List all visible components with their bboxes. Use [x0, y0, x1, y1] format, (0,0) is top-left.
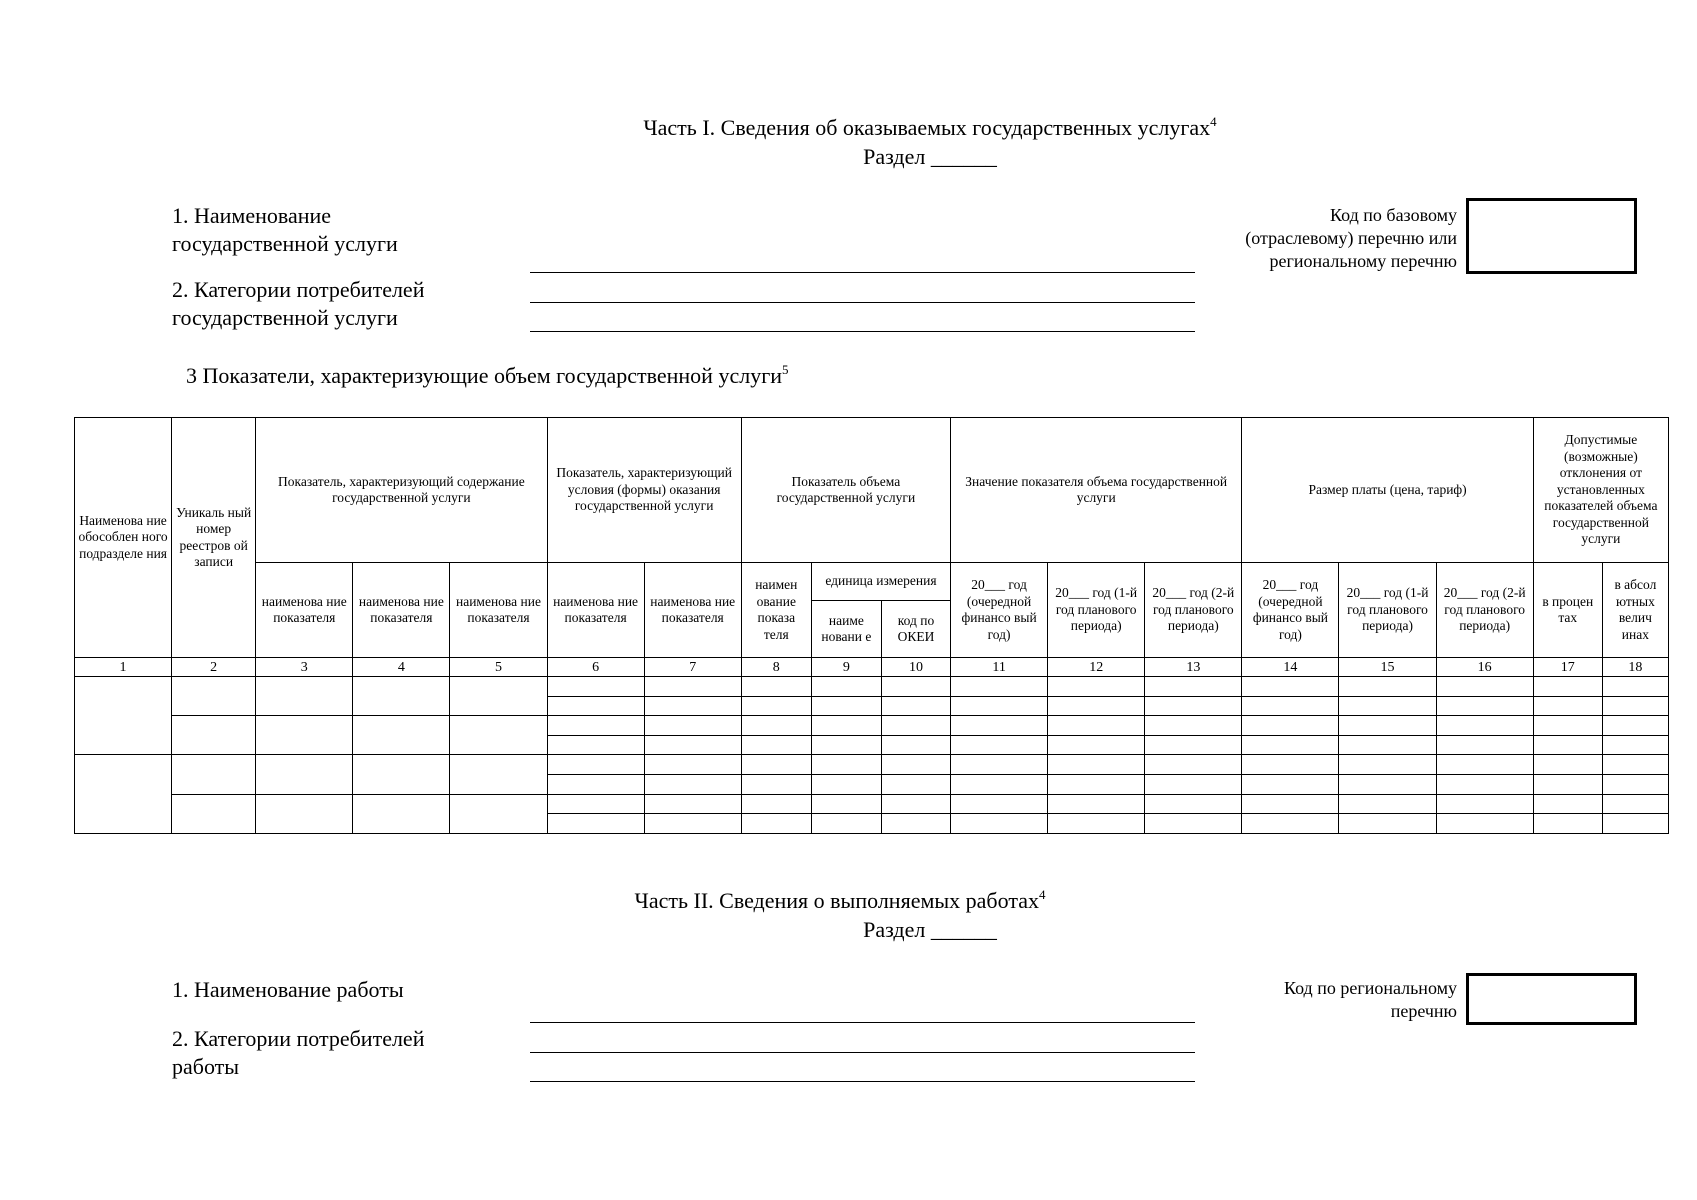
table-cell[interactable]: [353, 755, 450, 794]
header-fee-year-plan-2: 20___ год (2-й год планового периода): [1436, 563, 1533, 658]
table-cell[interactable]: [1436, 814, 1533, 834]
header-deviation-absolute: в абсол ютных велич инах: [1602, 563, 1668, 658]
table-cell[interactable]: [1242, 794, 1339, 814]
part2-code-label: [1170, 977, 1457, 1023]
part1-field2-line-1[interactable]: [530, 302, 1195, 303]
header-indicator-name: наименова ние показателя: [547, 563, 644, 658]
table-cell[interactable]: [1533, 755, 1602, 775]
header-deviation-percent: в процен тах: [1533, 563, 1602, 658]
header-volume-indicator-name: наимен ование показа теля: [741, 563, 811, 658]
table-cell[interactable]: [1602, 735, 1668, 755]
table-cell[interactable]: [1145, 696, 1242, 716]
part1-title: [430, 114, 1430, 141]
column-number: 12: [1048, 658, 1145, 677]
header-indicator-name: наименова ние показателя: [353, 563, 450, 658]
table-cell[interactable]: [547, 677, 644, 697]
table-cell[interactable]: [1242, 677, 1339, 697]
table-cell[interactable]: [881, 677, 950, 697]
part2-title-footnote: 4: [1038, 887, 1046, 902]
part2-field2-label-line1: 2. Категории потребителей: [172, 1026, 425, 1051]
header-okei-code: код по ОКЕИ: [881, 601, 950, 658]
table-cell[interactable]: [951, 696, 1048, 716]
table-cell[interactable]: [547, 755, 644, 775]
volume-indicators-table: [74, 417, 1669, 834]
table-row: [75, 755, 1669, 775]
table-cell[interactable]: [1436, 696, 1533, 716]
table-cell[interactable]: [547, 814, 644, 834]
table-cell[interactable]: [881, 735, 950, 755]
table-cell[interactable]: [811, 677, 881, 697]
table-row: [75, 677, 1669, 697]
part2-field2-label-line2: работы: [172, 1054, 240, 1079]
table-cell[interactable]: [1048, 677, 1145, 697]
table-cell[interactable]: [1436, 794, 1533, 814]
table-cell[interactable]: [644, 696, 741, 716]
table-cell[interactable]: [1533, 794, 1602, 814]
table-cell[interactable]: [811, 814, 881, 834]
header-year-next: 20___ год (очередной финансо вый год): [951, 563, 1048, 658]
part1-subtitle-footnote: 5: [782, 362, 789, 377]
table-cell[interactable]: [881, 755, 950, 775]
table-cell[interactable]: [1436, 735, 1533, 755]
table-cell[interactable]: [1533, 677, 1602, 697]
table-cell[interactable]: [951, 735, 1048, 755]
table-cell[interactable]: [1339, 716, 1436, 736]
table-cell[interactable]: [811, 696, 881, 716]
table-cell[interactable]: [1242, 814, 1339, 834]
table-cell[interactable]: [1436, 774, 1533, 794]
part2-code-label-line1: Код по региональному: [1283, 978, 1457, 998]
header-deviation-group: Допустимые (возможные) отклонения от установленных показателей объема государственной услуги: [1533, 418, 1668, 563]
table-cell[interactable]: [741, 716, 811, 736]
table-cell[interactable]: [450, 716, 547, 755]
header-indicator-name: наименова ние показателя: [450, 563, 547, 658]
table-cell[interactable]: [256, 794, 353, 833]
table-cell[interactable]: [450, 794, 547, 833]
header-fee-group: Размер платы (цена, тариф): [1242, 418, 1533, 563]
table-cell[interactable]: [1602, 677, 1668, 697]
table-cell[interactable]: [951, 716, 1048, 736]
table-cell[interactable]: [1145, 735, 1242, 755]
table-cell[interactable]: [1048, 696, 1145, 716]
column-number: 15: [1339, 658, 1436, 677]
table-cell[interactable]: [353, 677, 450, 716]
table-cell[interactable]: [644, 677, 741, 697]
part1-code-box[interactable]: [1466, 198, 1637, 274]
table-cell[interactable]: [1048, 814, 1145, 834]
table-cell[interactable]: [811, 774, 881, 794]
table-cell[interactable]: [1048, 735, 1145, 755]
part1-code-label-line2: (отраслевому) перечню или: [1245, 228, 1457, 248]
header-value-group: Значение показателя объема государственной услуги: [951, 418, 1242, 563]
column-number: 3: [256, 658, 353, 677]
header-fee-year-next: 20___ год (очередной финансо вый год): [1242, 563, 1339, 658]
part1-field2-label-line2: государственной услуги: [172, 305, 398, 330]
header-conditions-group: Показатель, характеризующий условия (формы) оказания государственной услуги: [547, 418, 741, 563]
part1-subtitle: [186, 362, 789, 390]
table-cell[interactable]: [353, 794, 450, 833]
table-cell[interactable]: [547, 794, 644, 814]
table-cell[interactable]: [256, 716, 353, 755]
part2-field1-label: 1. Наименование работы: [172, 977, 404, 1002]
table-cell[interactable]: [1242, 696, 1339, 716]
table-cell[interactable]: [1145, 755, 1242, 775]
table-cell[interactable]: [1048, 774, 1145, 794]
table-cell[interactable]: [811, 716, 881, 736]
header-indicator-name: наименова ние показателя: [644, 563, 741, 658]
column-number: 5: [450, 658, 547, 677]
part2-title: [340, 887, 1340, 914]
table-cell[interactable]: [172, 677, 256, 716]
table-cell[interactable]: [1339, 814, 1436, 834]
part2-title-text: Часть II. Сведения о выполняемых работах: [634, 888, 1039, 913]
table-cell[interactable]: [741, 774, 811, 794]
table-cell[interactable]: [1242, 755, 1339, 775]
header-year-plan-1: 20___ год (1-й год планового периода): [1048, 563, 1145, 658]
table-cell[interactable]: [1145, 814, 1242, 834]
table-cell[interactable]: [450, 755, 547, 794]
table-cell[interactable]: [1145, 794, 1242, 814]
table-cell[interactable]: [1602, 716, 1668, 736]
table-cell[interactable]: [1242, 735, 1339, 755]
table-cell[interactable]: [741, 814, 811, 834]
header-unit-name: наиме новани е: [811, 601, 881, 658]
column-number: 13: [1145, 658, 1242, 677]
part1-title-footnote: 4: [1210, 114, 1217, 129]
table-cell[interactable]: [1436, 716, 1533, 736]
part1-field1-line[interactable]: [530, 272, 1195, 273]
table-body: [75, 677, 1669, 834]
table-cell[interactable]: [1048, 716, 1145, 736]
table-cell[interactable]: [1339, 774, 1436, 794]
column-number: 2: [172, 658, 256, 677]
column-number: 11: [951, 658, 1048, 677]
header-indicator-name: наименова ние показателя: [256, 563, 353, 658]
part1-subtitle-text: 3 Показатели, характеризующие объем государственной услуги: [186, 363, 782, 388]
table-cell[interactable]: [881, 716, 950, 736]
table-cell[interactable]: [951, 814, 1048, 834]
part1-field2-line-2[interactable]: [530, 331, 1195, 332]
table-row: [75, 794, 1669, 814]
table-cell[interactable]: [1339, 755, 1436, 775]
header-subdivision-name: Наименова ние обособлен ного подразделе ния: [75, 418, 172, 658]
column-number: 14: [1242, 658, 1339, 677]
column-number: 17: [1533, 658, 1602, 677]
table-cell[interactable]: [547, 735, 644, 755]
header-registry-number: Уникаль ный номер реестров ой записи: [172, 418, 256, 658]
table-cell[interactable]: [256, 755, 353, 794]
table-cell[interactable]: [881, 814, 950, 834]
table-cell[interactable]: [951, 755, 1048, 775]
table-cell[interactable]: [1145, 774, 1242, 794]
table-cell[interactable]: [1533, 735, 1602, 755]
table-cell[interactable]: [172, 755, 256, 794]
column-number: 4: [353, 658, 450, 677]
table-cell[interactable]: [1602, 774, 1668, 794]
column-numbers-row: [75, 658, 1669, 677]
table-cell[interactable]: [1145, 677, 1242, 697]
table-cell[interactable]: [644, 735, 741, 755]
part2-section: Раздел ______: [863, 917, 997, 942]
table-cell[interactable]: [172, 716, 256, 755]
part2-code-box[interactable]: [1466, 973, 1637, 1025]
table-cell[interactable]: [1145, 716, 1242, 736]
table-cell[interactable]: [1339, 677, 1436, 697]
table-cell[interactable]: [811, 794, 881, 814]
table-cell[interactable]: [1602, 696, 1668, 716]
table-cell[interactable]: [547, 696, 644, 716]
table-cell[interactable]: [644, 814, 741, 834]
table-cell[interactable]: [951, 794, 1048, 814]
header-year-plan-2: 20___ год (2-й год планового периода): [1145, 563, 1242, 658]
table-cell[interactable]: [741, 735, 811, 755]
table-cell[interactable]: [644, 774, 741, 794]
part1-field2-label: [172, 276, 424, 332]
column-number: 1: [75, 658, 172, 677]
header-fee-year-plan-1: 20___ год (1-й год планового периода): [1339, 563, 1436, 658]
table-cell[interactable]: [75, 677, 172, 755]
table-cell[interactable]: [1602, 794, 1668, 814]
table-cell[interactable]: [1339, 794, 1436, 814]
table-cell[interactable]: [172, 794, 256, 833]
part1-field1-label: [172, 202, 398, 258]
part2-field2-line-1[interactable]: [530, 1052, 1195, 1053]
table-cell[interactable]: [1602, 755, 1668, 775]
table-cell[interactable]: [547, 774, 644, 794]
column-number: 16: [1436, 658, 1533, 677]
table-cell[interactable]: [951, 677, 1048, 697]
table-cell[interactable]: [741, 677, 811, 697]
column-number: 10: [881, 658, 950, 677]
column-number: 8: [741, 658, 811, 677]
table-cell[interactable]: [1242, 774, 1339, 794]
part1-code-label-line3: региональному перечню: [1269, 251, 1457, 271]
table-cell[interactable]: [256, 677, 353, 716]
table-row: [75, 716, 1669, 736]
part1-field1-label-line2: государственной услуги: [172, 231, 398, 256]
column-number: 6: [547, 658, 644, 677]
table-cell[interactable]: [811, 735, 881, 755]
part1-field2-label-line1: 2. Категории потребителей: [172, 277, 425, 302]
table-cell[interactable]: [1339, 735, 1436, 755]
table-cell[interactable]: [1436, 677, 1533, 697]
part1-field1-label-line1: 1. Наименование: [172, 203, 332, 228]
table-cell[interactable]: [1242, 716, 1339, 736]
table-cell[interactable]: [881, 774, 950, 794]
table-cell[interactable]: [1533, 716, 1602, 736]
header-unit: единица измерения: [811, 563, 950, 601]
part2-field1-line[interactable]: [530, 1022, 1195, 1023]
table-cell[interactable]: [644, 755, 741, 775]
table-cell[interactable]: [881, 696, 950, 716]
part2-code-label-line2: перечню: [1390, 1001, 1457, 1021]
table-cell[interactable]: [644, 716, 741, 736]
table-cell[interactable]: [1048, 755, 1145, 775]
part1-section: Раздел ______: [863, 144, 997, 169]
table-cell[interactable]: [450, 677, 547, 716]
header-volume-group: Показатель объема государственной услуги: [741, 418, 950, 563]
part2-field2-label: [172, 1025, 424, 1081]
part1-code-label: [1170, 204, 1457, 273]
table-cell[interactable]: [1048, 794, 1145, 814]
column-number: 9: [811, 658, 881, 677]
table-cell[interactable]: [741, 794, 811, 814]
table-cell[interactable]: [951, 774, 1048, 794]
column-number: 18: [1602, 658, 1668, 677]
table-cell[interactable]: [1436, 755, 1533, 775]
table-cell[interactable]: [811, 755, 881, 775]
table-cell[interactable]: [741, 755, 811, 775]
part2-field2-line-2[interactable]: [530, 1081, 1195, 1082]
table-cell[interactable]: [75, 755, 172, 833]
table-cell[interactable]: [1533, 814, 1602, 834]
part1-code-label-line1: Код по базовому: [1330, 205, 1457, 225]
table-cell[interactable]: [1602, 814, 1668, 834]
table-cell[interactable]: [644, 794, 741, 814]
table-cell[interactable]: [353, 716, 450, 755]
header-content-group: Показатель, характеризующий содержание государственной услуги: [256, 418, 547, 563]
table-cell[interactable]: [1533, 774, 1602, 794]
table-cell[interactable]: [1533, 696, 1602, 716]
table-cell[interactable]: [881, 794, 950, 814]
column-number: 7: [644, 658, 741, 677]
table-cell[interactable]: [741, 696, 811, 716]
part1-title-text: Часть I. Сведения об оказываемых государственных услугах: [643, 115, 1211, 140]
table-cell[interactable]: [547, 716, 644, 736]
table-cell[interactable]: [1339, 696, 1436, 716]
